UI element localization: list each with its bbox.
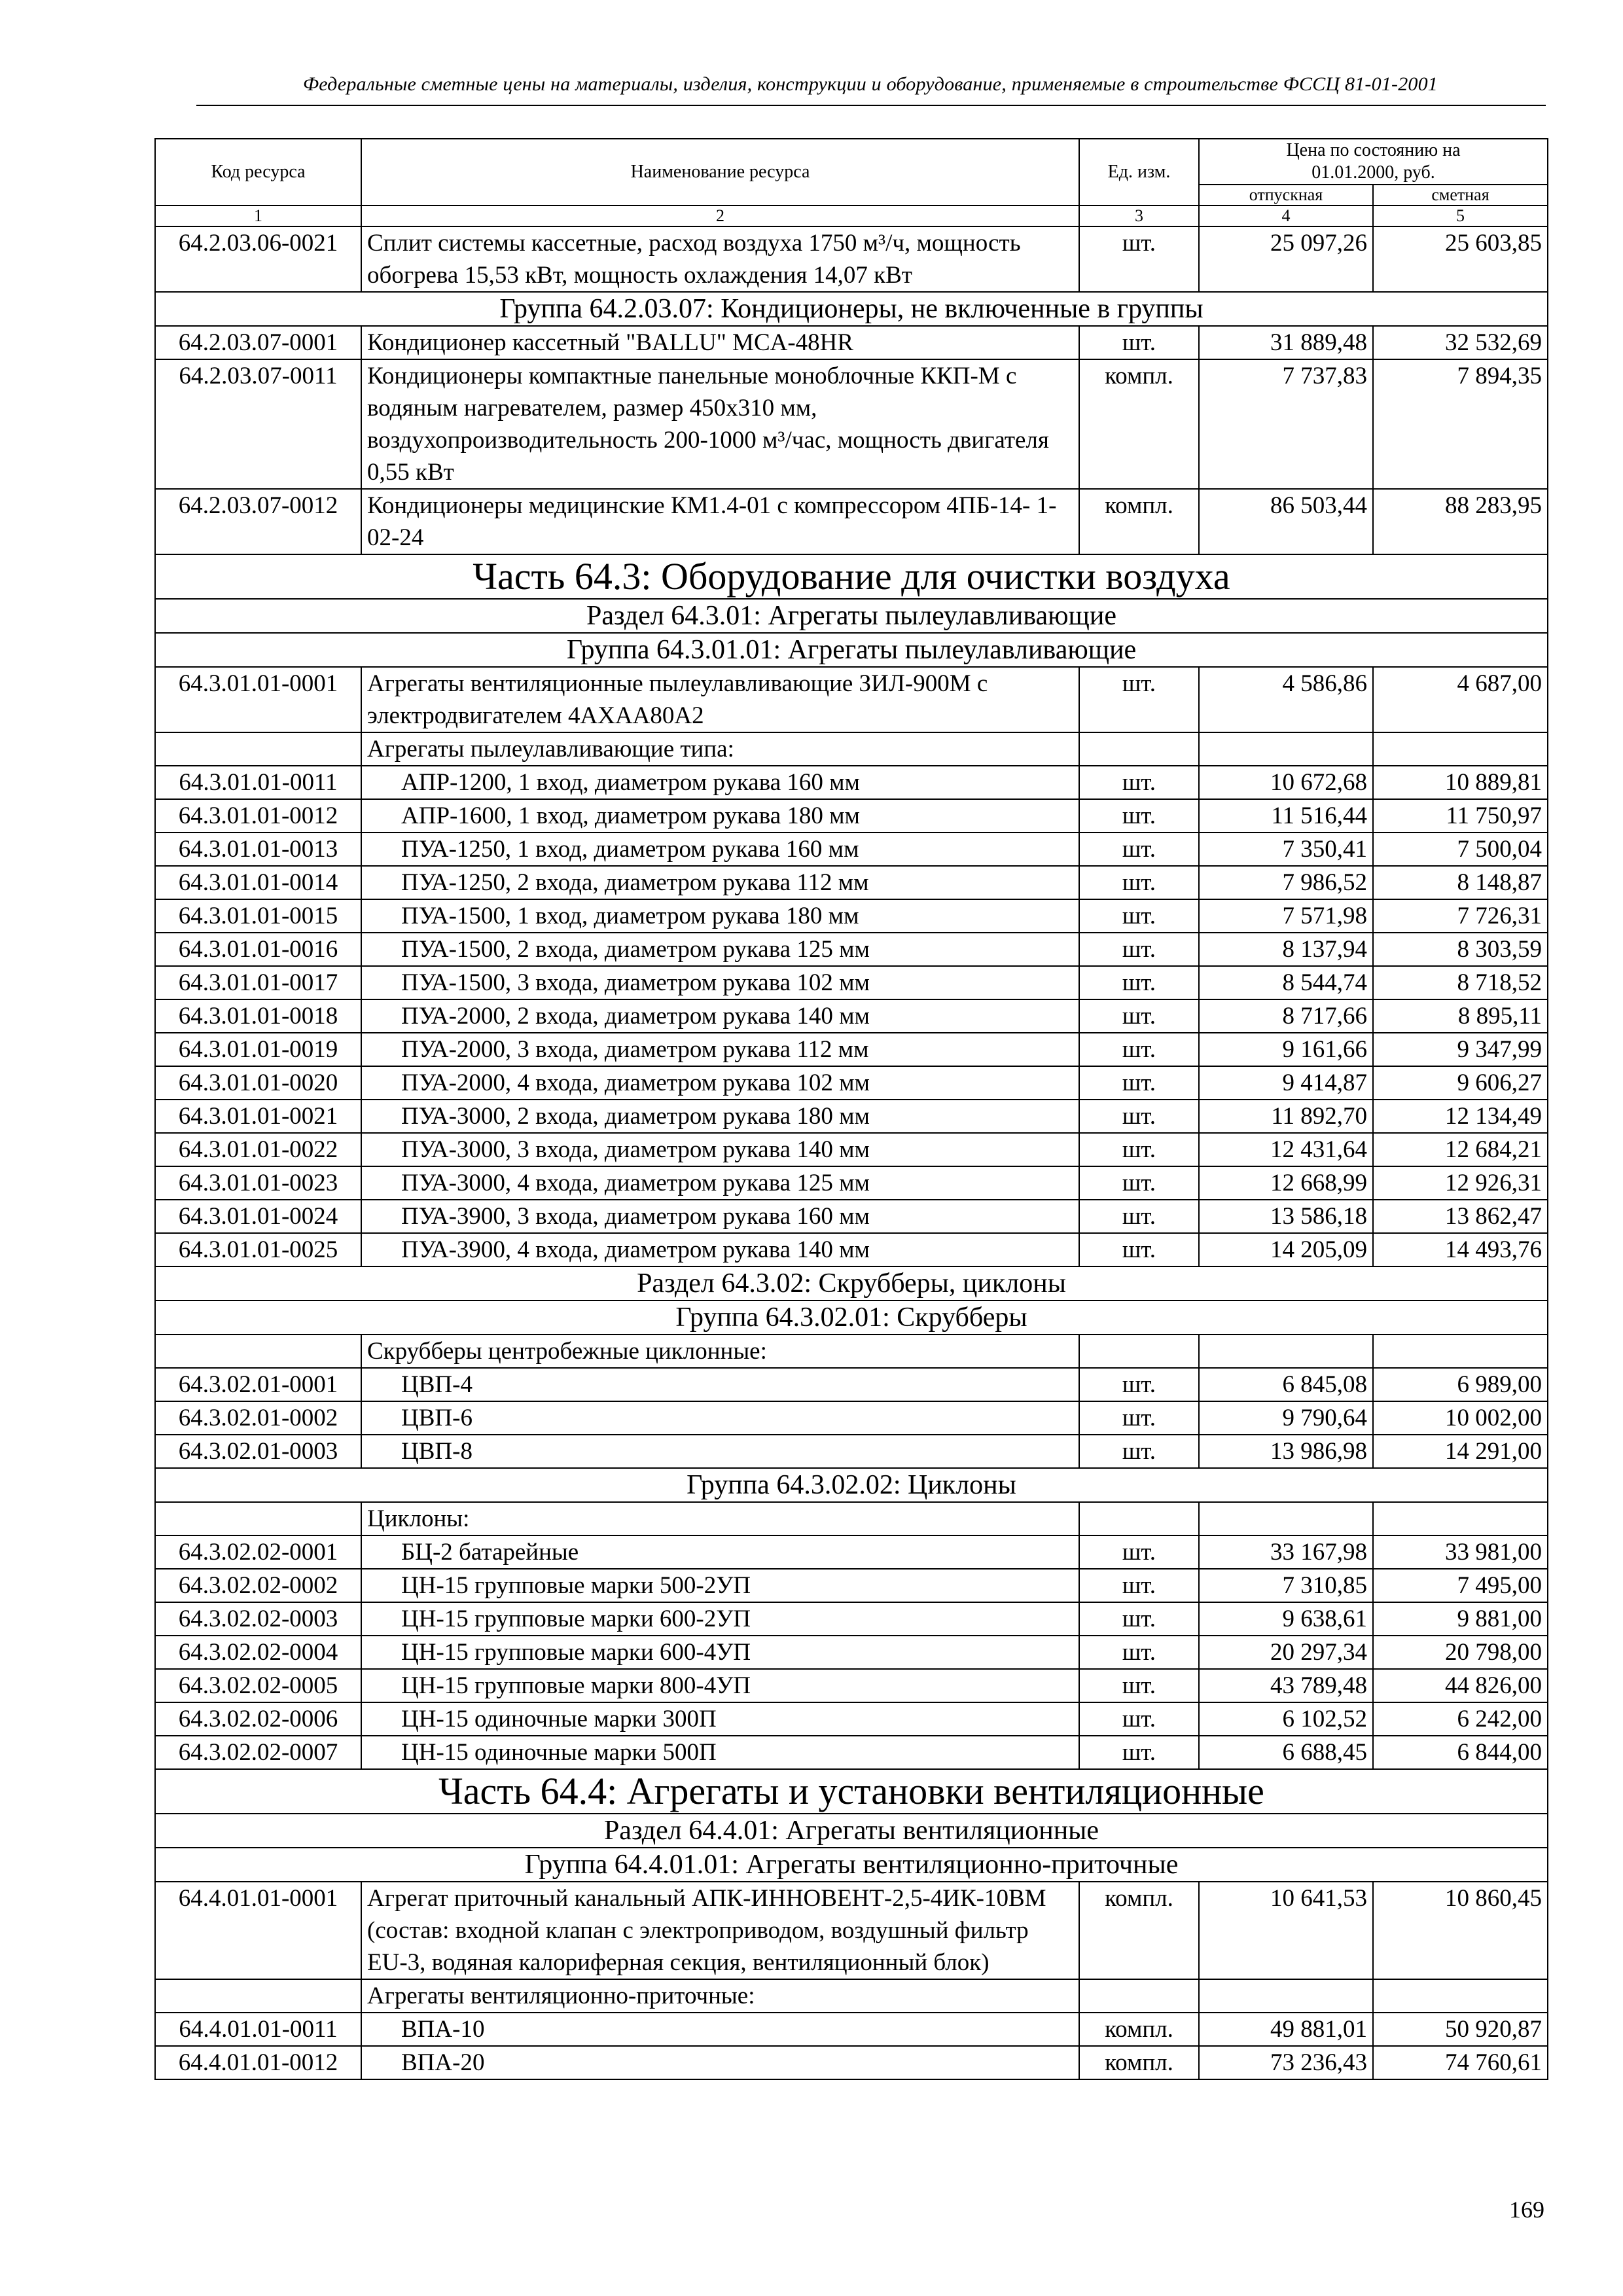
price-release: 86 503,44 bbox=[1199, 489, 1373, 554]
resource-name: АПР-1600, 1 вход, диаметром рукава 180 мм bbox=[361, 799, 1079, 833]
table-row bbox=[155, 1033, 1548, 1066]
unit: компл. bbox=[1079, 1882, 1199, 1979]
resource-code: 64.3.01.01-0015 bbox=[155, 899, 361, 933]
col-number: 2 bbox=[361, 206, 1079, 226]
unit: шт. bbox=[1079, 899, 1199, 933]
group-heading: Группа 64.2.03.07: Кондиционеры, не включенные в группы bbox=[155, 292, 1548, 326]
price-estimate: 10 860,45 bbox=[1373, 1882, 1548, 1979]
price-release: 6 102,52 bbox=[1199, 1702, 1373, 1736]
unit: шт. bbox=[1079, 799, 1199, 833]
price-estimate: 7 500,04 bbox=[1373, 833, 1548, 866]
unit: шт. bbox=[1079, 326, 1199, 359]
table-row bbox=[155, 833, 1548, 866]
price-estimate: 13 862,47 bbox=[1373, 1200, 1548, 1233]
price-estimate: 25 603,85 bbox=[1373, 226, 1548, 292]
price-release-cell bbox=[1199, 1335, 1373, 1368]
table-row bbox=[155, 1435, 1548, 1468]
caption-row bbox=[155, 732, 1548, 766]
caption-text: Агрегаты вентиляционно-приточные: bbox=[361, 1979, 1079, 2013]
resource-name: ВПА-10 bbox=[361, 2013, 1079, 2046]
price-release: 9 638,61 bbox=[1199, 1602, 1373, 1636]
resource-code: 64.3.02.02-0002 bbox=[155, 1569, 361, 1602]
group-heading-row bbox=[155, 1468, 1548, 1502]
unit: компл. bbox=[1079, 359, 1199, 489]
price-release: 13 586,18 bbox=[1199, 1200, 1373, 1233]
resource-name: АПР-1200, 1 вход, диаметром рукава 160 мм bbox=[361, 766, 1079, 799]
section-heading-row bbox=[155, 1266, 1548, 1300]
resource-code: 64.3.02.01-0001 bbox=[155, 1368, 361, 1401]
price-release-cell bbox=[1199, 1979, 1373, 2013]
resource-name: Агрегаты вентиляционные пылеулавливающие ЗИЛ-900М с электродвигателем 4АХАА80А2 bbox=[361, 667, 1079, 732]
section-heading-row bbox=[155, 1814, 1548, 1848]
table-row bbox=[155, 359, 1548, 489]
table-row bbox=[155, 1602, 1548, 1636]
price-release: 8 717,66 bbox=[1199, 999, 1373, 1033]
price-estimate: 74 760,61 bbox=[1373, 2046, 1548, 2079]
col-number: 4 bbox=[1199, 206, 1373, 226]
resource-name: ПУА-2000, 3 входа, диаметром рукава 112 мм bbox=[361, 1033, 1079, 1066]
resource-name: ЦН-15 групповые марки 600-4УП bbox=[361, 1636, 1079, 1669]
unit: компл. bbox=[1079, 2046, 1199, 2079]
price-estimate: 9 606,27 bbox=[1373, 1066, 1548, 1100]
col-header-code: Код ресурса bbox=[155, 139, 361, 206]
price-release: 31 889,48 bbox=[1199, 326, 1373, 359]
price-release: 11 892,70 bbox=[1199, 1100, 1373, 1133]
price-estimate: 4 687,00 bbox=[1373, 667, 1548, 732]
unit: шт. bbox=[1079, 226, 1199, 292]
group-heading: Группа 64.3.02.02: Циклоны bbox=[155, 1468, 1548, 1502]
price-release: 43 789,48 bbox=[1199, 1669, 1373, 1702]
resource-name: Агрегат приточный канальный АПК-ИННОВЕНТ-2,5-4ИК-10ВМ (состав: входной клапан с электроприводом, воздушный фильтр EU-3, водяная калориферная секция, вентиляционный блок) bbox=[361, 1882, 1079, 1979]
price-estimate: 8 148,87 bbox=[1373, 866, 1548, 899]
unit: шт. bbox=[1079, 1166, 1199, 1200]
resource-name: ПУА-1250, 2 входа, диаметром рукава 112 мм bbox=[361, 866, 1079, 899]
unit: шт. bbox=[1079, 1233, 1199, 1266]
price-release: 9 790,64 bbox=[1199, 1401, 1373, 1435]
code-cell bbox=[155, 732, 361, 766]
unit: шт. bbox=[1079, 1401, 1199, 1435]
price-estimate: 14 291,00 bbox=[1373, 1435, 1548, 1468]
resource-name: ПУА-3000, 3 входа, диаметром рукава 140 мм bbox=[361, 1133, 1079, 1166]
resource-name: Кондиционеры медицинские КМ1.4-01 с компрессором 4ПБ-14- 1-02-24 bbox=[361, 489, 1079, 554]
price-estimate: 7 894,35 bbox=[1373, 359, 1548, 489]
table-row bbox=[155, 2046, 1548, 2079]
section-heading: Раздел 64.4.01: Агрегаты вентиляционные bbox=[155, 1814, 1548, 1848]
price-estimate: 12 684,21 bbox=[1373, 1133, 1548, 1166]
resource-name: ПУА-3000, 4 входа, диаметром рукава 125 мм bbox=[361, 1166, 1079, 1200]
unit: шт. bbox=[1079, 833, 1199, 866]
price-estimate: 44 826,00 bbox=[1373, 1669, 1548, 1702]
group-heading-row bbox=[155, 292, 1548, 326]
resource-name: ПУА-2000, 4 входа, диаметром рукава 102 мм bbox=[361, 1066, 1079, 1100]
resource-code: 64.2.03.07-0011 bbox=[155, 359, 361, 489]
price-estimate: 8 895,11 bbox=[1373, 999, 1548, 1033]
code-cell bbox=[155, 1979, 361, 2013]
price-release: 7 350,41 bbox=[1199, 833, 1373, 866]
unit-cell bbox=[1079, 1979, 1199, 2013]
price-release-cell bbox=[1199, 732, 1373, 766]
unit: шт. bbox=[1079, 667, 1199, 732]
table-row bbox=[155, 799, 1548, 833]
table-row bbox=[155, 1368, 1548, 1401]
resource-code: 64.4.01.01-0011 bbox=[155, 2013, 361, 2046]
table-row bbox=[155, 1736, 1548, 1769]
price-release: 14 205,09 bbox=[1199, 1233, 1373, 1266]
table-row bbox=[155, 489, 1548, 554]
table-row bbox=[155, 966, 1548, 999]
table-row bbox=[155, 766, 1548, 799]
resource-code: 64.4.01.01-0012 bbox=[155, 2046, 361, 2079]
price-estimate: 7 495,00 bbox=[1373, 1569, 1548, 1602]
resource-code: 64.3.01.01-0017 bbox=[155, 966, 361, 999]
resource-code: 64.3.01.01-0016 bbox=[155, 933, 361, 966]
page-number: 169 bbox=[1509, 2197, 1544, 2223]
price-estimate-cell bbox=[1373, 1335, 1548, 1368]
table-body bbox=[155, 226, 1548, 2079]
section-heading-row bbox=[155, 599, 1548, 633]
table-row bbox=[155, 1669, 1548, 1702]
resource-code: 64.3.02.02-0001 bbox=[155, 1535, 361, 1569]
resource-name: ЦН-15 групповые марки 500-2УП bbox=[361, 1569, 1079, 1602]
caption-row bbox=[155, 1979, 1548, 2013]
price-estimate: 20 798,00 bbox=[1373, 1636, 1548, 1669]
price-release: 9 414,87 bbox=[1199, 1066, 1373, 1100]
section-heading: Раздел 64.3.01: Агрегаты пылеулавливающие bbox=[155, 599, 1548, 633]
resource-name: ПУА-3900, 4 входа, диаметром рукава 140 мм bbox=[361, 1233, 1079, 1266]
resource-name: БЦ-2 батарейные bbox=[361, 1535, 1079, 1569]
price-release: 49 881,01 bbox=[1199, 2013, 1373, 2046]
price-estimate: 12 926,31 bbox=[1373, 1166, 1548, 1200]
price-release: 12 668,99 bbox=[1199, 1166, 1373, 1200]
price-release: 7 571,98 bbox=[1199, 899, 1373, 933]
resource-code: 64.2.03.07-0001 bbox=[155, 326, 361, 359]
table-row bbox=[155, 1100, 1548, 1133]
resource-name: ПУА-3000, 2 входа, диаметром рукава 180 мм bbox=[361, 1100, 1079, 1133]
price-estimate: 10 002,00 bbox=[1373, 1401, 1548, 1435]
resource-name: ЦН-15 групповые марки 600-2УП bbox=[361, 1602, 1079, 1636]
price-release-cell bbox=[1199, 1502, 1373, 1535]
price-release: 73 236,43 bbox=[1199, 2046, 1373, 2079]
resource-code: 64.3.01.01-0018 bbox=[155, 999, 361, 1033]
table-row bbox=[155, 667, 1548, 732]
table-row bbox=[155, 999, 1548, 1033]
resource-code: 64.3.01.01-0023 bbox=[155, 1166, 361, 1200]
price-release: 33 167,98 bbox=[1199, 1535, 1373, 1569]
caption-row bbox=[155, 1502, 1548, 1535]
resource-code: 64.2.03.07-0012 bbox=[155, 489, 361, 554]
price-estimate: 6 844,00 bbox=[1373, 1736, 1548, 1769]
col-number: 5 bbox=[1373, 206, 1548, 226]
section-heading: Раздел 64.3.02: Скрубберы, циклоны bbox=[155, 1266, 1548, 1300]
table-row bbox=[155, 2013, 1548, 2046]
resource-name: ЦВП-6 bbox=[361, 1401, 1079, 1435]
price-estimate: 7 726,31 bbox=[1373, 899, 1548, 933]
unit-cell bbox=[1079, 732, 1199, 766]
group-heading: Группа 64.3.01.01: Агрегаты пылеулавливающие bbox=[155, 633, 1548, 667]
price-estimate: 9 347,99 bbox=[1373, 1033, 1548, 1066]
table-row bbox=[155, 933, 1548, 966]
price-release: 4 586,86 bbox=[1199, 667, 1373, 732]
col-header-unit: Ед. изм. bbox=[1079, 139, 1199, 206]
resource-name: ПУА-1500, 2 входа, диаметром рукава 125 мм bbox=[361, 933, 1079, 966]
unit: шт. bbox=[1079, 933, 1199, 966]
price-table bbox=[154, 138, 1548, 2080]
caption-text: Циклоны: bbox=[361, 1502, 1079, 1535]
table-row bbox=[155, 1882, 1548, 1979]
price-release: 7 737,83 bbox=[1199, 359, 1373, 489]
price-estimate: 14 493,76 bbox=[1373, 1233, 1548, 1266]
col-number: 1 bbox=[155, 206, 361, 226]
group-heading-row bbox=[155, 633, 1548, 667]
unit: шт. bbox=[1079, 1100, 1199, 1133]
table-row bbox=[155, 1200, 1548, 1233]
unit: шт. bbox=[1079, 866, 1199, 899]
unit: компл. bbox=[1079, 489, 1199, 554]
resource-code: 64.3.01.01-0021 bbox=[155, 1100, 361, 1133]
unit: шт. bbox=[1079, 1033, 1199, 1066]
resource-name: ПУА-1250, 1 вход, диаметром рукава 160 мм bbox=[361, 833, 1079, 866]
table-row bbox=[155, 1636, 1548, 1669]
price-release: 10 641,53 bbox=[1199, 1882, 1373, 1979]
unit-cell bbox=[1079, 1335, 1199, 1368]
resource-code: 64.3.01.01-0013 bbox=[155, 833, 361, 866]
table-row bbox=[155, 326, 1548, 359]
table-row bbox=[155, 899, 1548, 933]
resource-name: ЦН-15 одиночные марки 500П bbox=[361, 1736, 1079, 1769]
caption-text: Скрубберы центробежные циклонные: bbox=[361, 1335, 1079, 1368]
resource-name: Сплит системы кассетные, расход воздуха 1750 м³/ч, мощность обогрева 15,53 кВт, мощность охлаждения 14,07 кВт bbox=[361, 226, 1079, 292]
unit: шт. bbox=[1079, 1736, 1199, 1769]
resource-code: 64.3.02.02-0003 bbox=[155, 1602, 361, 1636]
header-rule bbox=[196, 105, 1546, 106]
resource-code: 64.3.01.01-0025 bbox=[155, 1233, 361, 1266]
price-estimate: 6 242,00 bbox=[1373, 1702, 1548, 1736]
table-row bbox=[155, 1066, 1548, 1100]
resource-code: 64.3.01.01-0020 bbox=[155, 1066, 361, 1100]
col-header-price-release: отпускная bbox=[1199, 185, 1373, 206]
resource-code: 64.2.03.06-0021 bbox=[155, 226, 361, 292]
price-release: 25 097,26 bbox=[1199, 226, 1373, 292]
resource-name: ПУА-3900, 3 входа, диаметром рукава 160 мм bbox=[361, 1200, 1079, 1233]
unit: шт. bbox=[1079, 966, 1199, 999]
resource-code: 64.3.01.01-0012 bbox=[155, 799, 361, 833]
caption-row bbox=[155, 1335, 1548, 1368]
unit: шт. bbox=[1079, 1133, 1199, 1166]
table-row bbox=[155, 1401, 1548, 1435]
unit: шт. bbox=[1079, 1200, 1199, 1233]
price-estimate: 9 881,00 bbox=[1373, 1602, 1548, 1636]
resource-name: ЦВП-8 bbox=[361, 1435, 1079, 1468]
resource-code: 64.3.01.01-0014 bbox=[155, 866, 361, 899]
unit: шт. bbox=[1079, 766, 1199, 799]
resource-name: ВПА-20 bbox=[361, 2046, 1079, 2079]
unit: шт. bbox=[1079, 1636, 1199, 1669]
price-estimate: 8 718,52 bbox=[1373, 966, 1548, 999]
table-row bbox=[155, 866, 1548, 899]
price-estimate: 11 750,97 bbox=[1373, 799, 1548, 833]
group-heading: Группа 64.3.02.01: Скрубберы bbox=[155, 1300, 1548, 1335]
price-estimate: 32 532,69 bbox=[1373, 326, 1548, 359]
part-heading: Часть 64.3: Оборудование для очистки воздуха bbox=[155, 554, 1548, 599]
unit: шт. bbox=[1079, 1435, 1199, 1468]
price-release: 6 845,08 bbox=[1199, 1368, 1373, 1401]
unit: шт. bbox=[1079, 1535, 1199, 1569]
resource-code: 64.3.01.01-0019 bbox=[155, 1033, 361, 1066]
unit: компл. bbox=[1079, 2013, 1199, 2046]
price-release: 10 672,68 bbox=[1199, 766, 1373, 799]
part-heading: Часть 64.4: Агрегаты и установки вентиляционные bbox=[155, 1769, 1548, 1814]
code-cell bbox=[155, 1502, 361, 1535]
price-release: 6 688,45 bbox=[1199, 1736, 1373, 1769]
price-estimate: 50 920,87 bbox=[1373, 2013, 1548, 2046]
resource-code: 64.3.01.01-0024 bbox=[155, 1200, 361, 1233]
table-row bbox=[155, 1569, 1548, 1602]
resource-name: ЦН-15 одиночные марки 300П bbox=[361, 1702, 1079, 1736]
unit: шт. bbox=[1079, 1702, 1199, 1736]
unit: шт. bbox=[1079, 1569, 1199, 1602]
code-cell bbox=[155, 1335, 361, 1368]
resource-code: 64.3.02.01-0003 bbox=[155, 1435, 361, 1468]
part-heading-row bbox=[155, 1769, 1548, 1814]
price-release: 8 544,74 bbox=[1199, 966, 1373, 999]
resource-code: 64.3.02.02-0007 bbox=[155, 1736, 361, 1769]
resource-name: ПУА-2000, 2 входа, диаметром рукава 140 мм bbox=[361, 999, 1079, 1033]
price-estimate-cell bbox=[1373, 732, 1548, 766]
part-heading-row bbox=[155, 554, 1548, 599]
caption-text: Агрегаты пылеулавливающие типа: bbox=[361, 732, 1079, 766]
resource-code: 64.3.02.02-0005 bbox=[155, 1669, 361, 1702]
col-number: 3 bbox=[1079, 206, 1199, 226]
col-header-name: Наименование ресурса bbox=[361, 139, 1079, 206]
resource-code: 64.3.02.01-0002 bbox=[155, 1401, 361, 1435]
price-release: 12 431,64 bbox=[1199, 1133, 1373, 1166]
price-release: 9 161,66 bbox=[1199, 1033, 1373, 1066]
resource-code: 64.4.01.01-0001 bbox=[155, 1882, 361, 1979]
resource-name: Кондиционер кассетный "BALLU" MCA-48HR bbox=[361, 326, 1079, 359]
unit-cell bbox=[1079, 1502, 1199, 1535]
group-heading-row bbox=[155, 1848, 1548, 1882]
table-row bbox=[155, 1233, 1548, 1266]
resource-name: ПУА-1500, 3 входа, диаметром рукава 102 мм bbox=[361, 966, 1079, 999]
table-row bbox=[155, 1702, 1548, 1736]
resource-code: 64.3.01.01-0022 bbox=[155, 1133, 361, 1166]
resource-code: 64.3.01.01-0001 bbox=[155, 667, 361, 732]
group-heading-row bbox=[155, 1300, 1548, 1335]
table-row bbox=[155, 1166, 1548, 1200]
group-heading: Группа 64.4.01.01: Агрегаты вентиляционно-приточные bbox=[155, 1848, 1548, 1882]
price-release: 8 137,94 bbox=[1199, 933, 1373, 966]
resource-name: ПУА-1500, 1 вход, диаметром рукава 180 мм bbox=[361, 899, 1079, 933]
table-row bbox=[155, 226, 1548, 292]
price-release: 13 986,98 bbox=[1199, 1435, 1373, 1468]
price-estimate-cell bbox=[1373, 1979, 1548, 2013]
resource-name: ЦВП-4 bbox=[361, 1368, 1079, 1401]
resource-name: ЦН-15 групповые марки 800-4УП bbox=[361, 1669, 1079, 1702]
price-estimate: 88 283,95 bbox=[1373, 489, 1548, 554]
price-estimate: 12 134,49 bbox=[1373, 1100, 1548, 1133]
resource-name: Кондиционеры компактные панельные моноблочные ККП-М с водяным нагревателем, размер 450х310 мм, воздухопроизводительность 200-1000 м³/час, мощность двигателя 0,55 кВт bbox=[361, 359, 1079, 489]
price-release: 11 516,44 bbox=[1199, 799, 1373, 833]
resource-code: 64.3.02.02-0006 bbox=[155, 1702, 361, 1736]
resource-code: 64.3.02.02-0004 bbox=[155, 1636, 361, 1669]
resource-code: 64.3.01.01-0011 bbox=[155, 766, 361, 799]
unit: шт. bbox=[1079, 999, 1199, 1033]
col-header-price-estimate: сметная bbox=[1373, 185, 1548, 206]
price-estimate: 33 981,00 bbox=[1373, 1535, 1548, 1569]
price-release: 20 297,34 bbox=[1199, 1636, 1373, 1669]
unit: шт. bbox=[1079, 1669, 1199, 1702]
col-header-price: Цена по состоянию на 01.01.2000, руб. bbox=[1199, 139, 1548, 185]
price-estimate-cell bbox=[1373, 1502, 1548, 1535]
price-release: 7 310,85 bbox=[1199, 1569, 1373, 1602]
table-row bbox=[155, 1133, 1548, 1166]
running-header: Федеральные сметные цены на материалы, изделия, конструкции и оборудование, применяемые в строительстве ФССЦ 81-01-2001 bbox=[302, 73, 1438, 95]
unit: шт. bbox=[1079, 1066, 1199, 1100]
price-estimate: 6 989,00 bbox=[1373, 1368, 1548, 1401]
price-estimate: 8 303,59 bbox=[1373, 933, 1548, 966]
unit: шт. bbox=[1079, 1368, 1199, 1401]
table-row bbox=[155, 1535, 1548, 1569]
unit: шт. bbox=[1079, 1602, 1199, 1636]
price-release: 7 986,52 bbox=[1199, 866, 1373, 899]
price-estimate: 10 889,81 bbox=[1373, 766, 1548, 799]
